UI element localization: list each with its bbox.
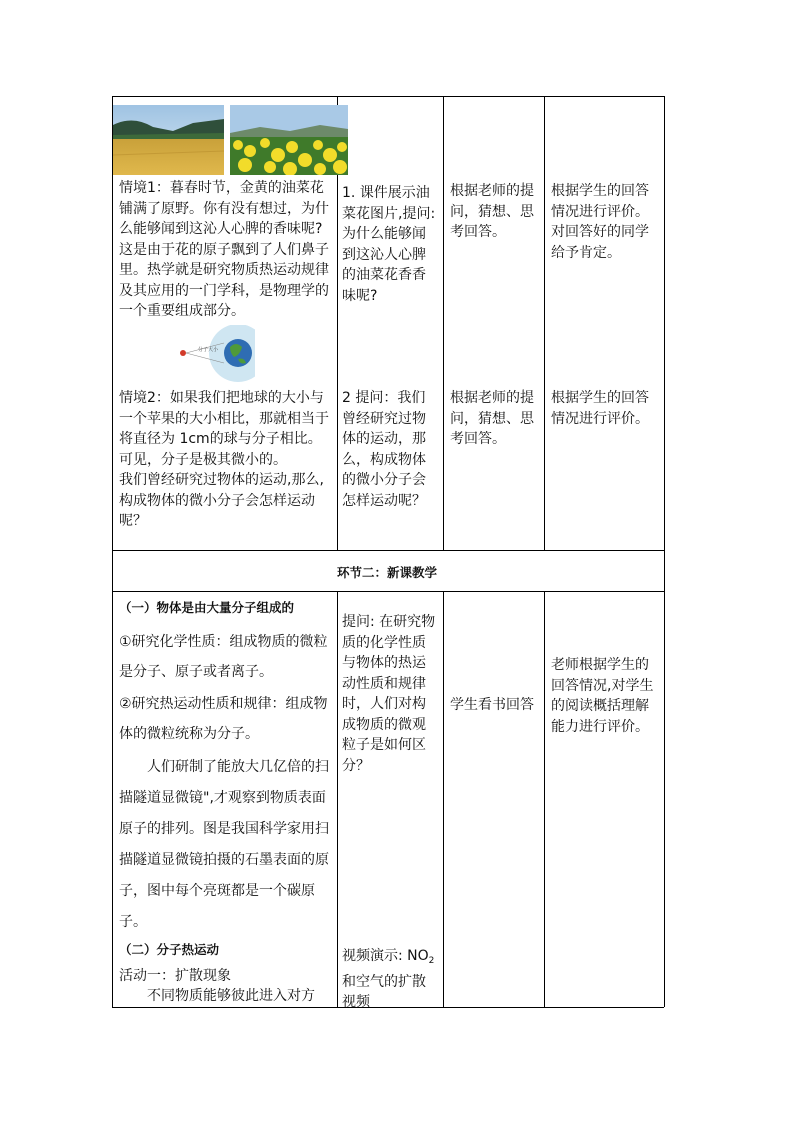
row-divider-2 xyxy=(112,591,664,592)
activity-text: 不同物质能够彼此进入对方 xyxy=(147,988,315,1004)
evaluation-2: 根据学生的回答情况进行评价。 xyxy=(551,390,649,427)
rapeseed-field-photo-2 xyxy=(230,105,348,175)
rapeseed-field-photo-1 xyxy=(113,105,224,175)
col-divider-1b xyxy=(337,591,338,1007)
svg-text:分子大小: 分子大小 xyxy=(198,347,219,353)
video-demo: 视频演示: $NO_2$和空气的扩散视频 xyxy=(342,948,435,1010)
scene-1-text: 情境1：暮春时节，金黄的油菜花铺满了原野。你有没有想过，为什么能够闻到这沁人心脾的香味呢?这是由于花的原子飘到了人们鼻子里。热学就是研究物质热运动规律及其应用的一门学科，是物理学的一个重要组成部分。 xyxy=(119,180,329,319)
scene-2-text: 情境2：如果我们把地球的大小与一个苹果的大小相比，那就相当于将直径为 1cm的球与分子相比。可见，分子是极其微小的。 xyxy=(119,390,329,468)
scene-2-continuation: 我们曾经研究过物体的运动,那么,构成物体的微小分子会怎样运动呢？ xyxy=(119,472,324,529)
item-thermal-motion: ②研究热运动性质和规律：组成物体的微粒统称为分子。 xyxy=(119,696,328,742)
col-divider-2a xyxy=(443,96,444,550)
col-divider-3a xyxy=(544,96,545,550)
col-divider-3b xyxy=(544,591,545,1007)
activity-title: 活动一：扩散现象 xyxy=(119,968,231,984)
student-answer-1: 根据老师的提问，猜想、思考回答。 xyxy=(450,183,534,240)
table-left-border xyxy=(112,96,113,1007)
student-reading-answer: 学生看书回答 xyxy=(450,697,534,713)
stm-paragraph: 人们研制了能放大几亿倍的扫描隧道显微镜",才观察到物质表面原子的排列。图是我国科学家用扫描隧道显微镜拍摄的石墨表面的原子，图中每个亮斑都是一个碳原子。 xyxy=(119,759,329,930)
heading-molecules: （一）物体是由大量分子组成的 xyxy=(119,600,295,615)
table-top-border xyxy=(112,96,664,97)
section-title: 环节二：新课教学 xyxy=(337,565,438,580)
teacher-question-1: 1. 课件展示油菜花图片,提问:为什么能够闻到这沁人心脾的油菜花香香味呢? xyxy=(342,185,436,304)
evaluation-3: 老师根据学生的回答情况,对学生的阅读概括理解能力进行评价。 xyxy=(551,657,654,735)
item-chemical-properties: ①研究化学性质：组成物质的微粒是分子、原子或者离子。 xyxy=(119,634,328,680)
earth-apple-diagram xyxy=(178,325,255,383)
student-answer-2: 根据老师的提问，猜想、思考回答。 xyxy=(450,390,534,447)
heading-thermal-motion: （二）分子热运动 xyxy=(119,942,220,957)
row-divider-1 xyxy=(112,550,664,551)
col-divider-2b xyxy=(443,591,444,1007)
table-right-border xyxy=(664,96,665,1007)
teacher-question-3: 提问: 在研究物质的化学性质与物体的热运动性质和规律时，人们对构成物质的微观粒子是如何区分？ xyxy=(342,614,436,774)
teacher-question-2: 2 提问：我们曾经研究过物体的运动，那么，构成物体的微小分子会怎样运动呢？ xyxy=(342,390,426,509)
evaluation-1: 根据学生的回答情况进行评价。对回答好的同学给予肯定。 xyxy=(551,183,649,261)
